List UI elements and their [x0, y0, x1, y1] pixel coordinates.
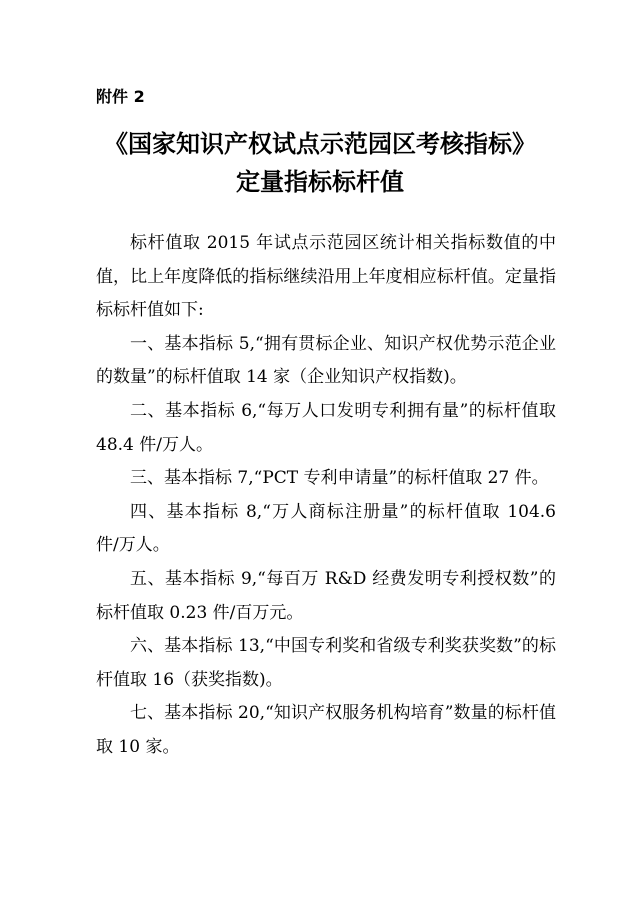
indicator-item-7: 七、基本指标 20,“知识产权服务机构培育”数量的标杆值取 10 家。 — [96, 703, 556, 757]
indicator-item-4: 四、基本指标 8,“万人商标注册量”的标杆值取 104.6 件/万人。 — [96, 501, 556, 556]
intro-paragraph: 标杆值取 2015 年试点示范园区统计相关指标数值的中值，比上年度降低的指标继续沿用上年度相应标杆值。定量指标标杆值如下: — [96, 233, 556, 321]
document-body — [96, 227, 556, 765]
document-subtitle: 定量指标标杆值 — [236, 168, 404, 196]
document-title: 《国家知识产权试点示范园区考核指标》 — [104, 130, 536, 158]
indicator-item-2: 二、基本指标 6,“每万人口发明专利拥有量”的标杆值取 48.4 件/万人。 — [96, 400, 556, 455]
indicator-item-5: 五、基本指标 9,“每百万 R&D 经费发明专利授权数”的标杆值取 0.23 件/百万元。 — [96, 568, 556, 623]
attachment-label: 附件 2 — [96, 87, 145, 106]
indicator-item-6: 六、基本指标 13,“中国专利奖和省级专利奖获奖数”的标杆值取 16（获奖指数)。 — [96, 636, 556, 690]
indicator-item-3: 三、基本指标 7,“PCT 专利申请量”的标杆值取 27 件。 — [130, 468, 549, 489]
indicator-item-1: 一、基本指标 5,“拥有贯标企业、知识产权优势示范企业的数量”的标杆值取 14 家（企业知识产权指数)。 — [96, 333, 556, 388]
